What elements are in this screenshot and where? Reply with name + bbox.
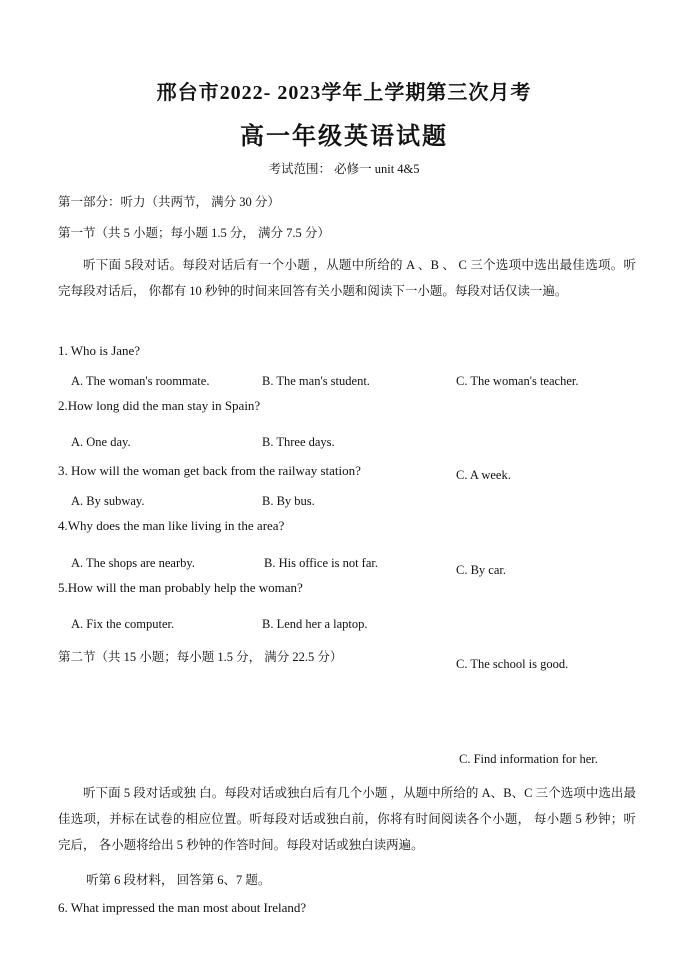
exam-title: 邢台市2022- 2023学年上学期第三次月考 — [156, 82, 532, 104]
question-4: 4.Why does the man like living in the area? — [58, 518, 285, 533]
section1-heading: 第一节（共 5 小题；每小题 1.5 分， 满分 7.5 分） — [58, 226, 330, 240]
question-3-option-c: C. By car. — [456, 563, 506, 577]
question-2-option-a: A. One day. — [71, 435, 131, 449]
exam-scope: 考试范围： 必修一 unit 4&5 — [268, 162, 420, 176]
question-2-option-b: B. Three days. — [262, 435, 335, 449]
question-3-option-b: B. By bus. — [262, 494, 315, 508]
question-5-option-c: C. Find information for her. — [459, 752, 598, 766]
question-5-option-a: A. Fix the computer. — [71, 617, 175, 631]
question-4-option-a: A. The shops are nearby. — [71, 556, 195, 570]
question-2-option-c: C. A week. — [456, 468, 511, 482]
question-4-option-b: B. His office is not far. — [264, 556, 378, 570]
question-1-option-a: A. The woman's roommate. — [71, 374, 210, 388]
question-5: 5.How will the man probably help the woman? — [58, 580, 303, 595]
question-1: 1. Who is Jane? — [58, 343, 141, 358]
question-5-option-b: B. Lend her a laptop. — [262, 617, 368, 631]
question-1-option-c: C. The woman's teacher. — [456, 374, 579, 388]
question-1-option-b: B. The man's student. — [262, 374, 370, 388]
question-4-option-c: C. The school is good. — [456, 657, 569, 671]
section2-heading: 第二节（共 15 小题；每小题 1.5 分， 满分 22.5 分） — [58, 650, 343, 664]
section1-instructions: 听下面 5段对话。每段对话后有一个小题 ，从题中所给的 A 、B 、 C 三个选项中选出最佳选项。听完每段对话后， 你都有 10 秒钟的时间来回答有关小题和阅读下一小题。每段对话仅读一遍。 — [58, 258, 636, 298]
question-2: 2.How long did the man stay in Spain? — [58, 398, 261, 413]
exam-subtitle: 高一年级英语试题 — [240, 124, 448, 150]
section2-instructions: 听下面 5 段对话或独 白。每段对话或独白后有几个小题 ，从题中所给的 A、B、C 三个选项中选出最佳选项，并标在试卷的相应位置。听每段对话或独白前，你将有时间阅读各个小题， 每小题 5 秒钟；听完后， 各小题将给出 5 秒钟的作答时间。每段对话或独白读两遍。 — [58, 786, 636, 852]
material-note: 听第 6 段材料， 回答第 6、7 题。 — [86, 873, 271, 887]
question-3-option-a: A. By subway. — [71, 494, 145, 508]
question-6: 6. What impressed the man most about Ireland? — [58, 900, 307, 915]
part1-heading: 第一部分：听力（共两节， 满分 30 分） — [58, 195, 280, 209]
question-3: 3. How will the woman get back from the railway station? — [58, 463, 361, 478]
